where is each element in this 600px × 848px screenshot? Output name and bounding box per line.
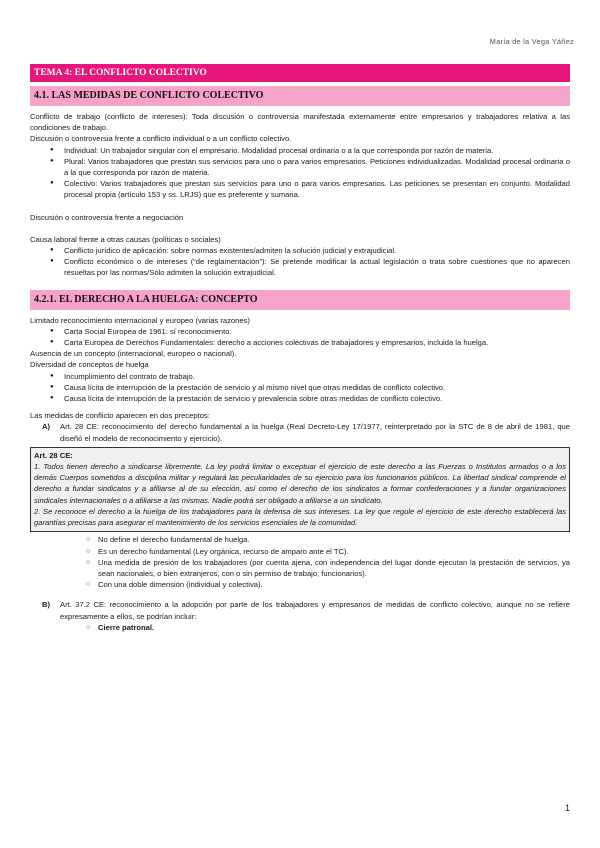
- bullet-list: [30, 371, 570, 405]
- list-letter: A): [42, 422, 51, 432]
- quote-paragraph: 1. Todos tienen derecho a sindicarse libremente. La ley podrá limitar o exceptuar el ejercicio de este derecho a las Fuerzas o Institutos armados o a los demás Cuerpos sometidos a disciplina militar y regulará las peculiaridades de su ejercicio para los funcionarios públicos. La libertad sindical comprende el derecho a fundar sindicatos y a afiliarse al de su elección, así como el derecho de los sindicatos a formar confederaciones y a fundar organizaciones sindicales internacionales o a afiliarse a las mismas. Nadie podrá ser obligado a afiliarse a un sindicato.: [34, 462, 566, 505]
- sub-list: [30, 622, 570, 633]
- list-item: ○ Con una doble dimensión (individual y colectiva).: [30, 579, 570, 590]
- list-item: ● Individual: Un trabajador singular con el empresario. Modalidad procesal ordinaria o a la que corresponda por razón de materia.: [30, 145, 570, 156]
- list-item: ● Carta Social Europea de 1961: sí reconocimiento.: [30, 326, 570, 337]
- document-body: [30, 64, 570, 633]
- paragraph: Causa laboral frente a otras causas (políticas o sociales): [30, 234, 221, 244]
- quote-box: [30, 447, 570, 532]
- paragraph: Limitado reconocimiento internacional y europeo (varias razones): [30, 315, 250, 325]
- list-item: ● Causa lícita de interrupción de la prestación de servicio y al mismo nivel que otras medidas de conflicto colectivo.: [30, 382, 570, 393]
- list-item: ● Colectivo: Varios trabajadores que prestan sus servicios para uno o para varios empresarios. Las peticiones se presentan en conjunto. Modalidad procesal propia (artículo 153 y ss. LRJS) que es preferente y sumaria.: [30, 178, 570, 200]
- paragraph: Diversidad de conceptos de huelga: [30, 360, 149, 370]
- paragraph: Ausencia de un concepto (internacional, europeo o nacional).: [30, 349, 237, 359]
- list-item: ● Plural: Varios trabajadores que prestan sus servicios para uno o para varios empresarios. Peticiones individualizadas. Modalidad procesal ordinaria o a la que corresponda por razón de materia.: [30, 156, 570, 178]
- bullet-list: [30, 326, 570, 348]
- section-title-4-2-1: 4.2.1. EL DERECHO A LA HUELGA: CONCEPTO: [30, 290, 570, 310]
- list-letter: B): [42, 600, 51, 610]
- list-item-a: [30, 421, 570, 443]
- sub-list: [30, 534, 570, 590]
- list-item: ○ Una medida de presión de los trabajadores (por cuenta ajena, con independencia del lugar donde ejecutan la prestación de servicios, ya sean nacionales, o bien extranjeros, con o sin permiso de trabajo; funcionarios).: [30, 557, 570, 579]
- tema-title: TEMA 4: EL CONFLICTO COLECTIVO: [30, 64, 570, 82]
- list-item-b: [30, 599, 570, 621]
- quote-paragraph: 2. Se reconoce el derecho a la huelga de los trabajadores para la defensa de sus intereses. La ley que regule el ejercicio de este derecho establecerá las garantías precisas para asegurar el mantenimiento de los servicios esenciales de la comunidad.: [34, 506, 566, 528]
- list-item: ○ No define el derecho fundamental de huelga.: [30, 534, 570, 545]
- section-title-4-1: 4.1. LAS MEDIDAS DE CONFLICTO COLECTIVO: [30, 86, 570, 106]
- page-number: 1: [564, 803, 570, 813]
- list-item-text: Art. 28 CE: reconocimiento del derecho fundamental a la huelga (Real Decreto-Ley 17/1977, reinterpretado por la STC de 8 de abril de 1981, que diseñó el modelo de reconocimiento y ejercicio).: [60, 422, 570, 443]
- paragraph: Conflicto de trabajo (conflicto de intereses): Toda discusión o controversia manifestada externamente entre empresarios y trabajadores relativa a las condiciones de trabajo.: [30, 112, 570, 133]
- list-item-text: Art. 37.2 CE: reconocimiento a la adopción por parte de los trabajadores y empresarios de medidas de conflicto colectivo, aunque no se refiere expresamente a ellos, se podrían incluir:: [60, 600, 570, 621]
- paragraph: Las medidas de conflicto aparecen en dos preceptos:: [30, 411, 210, 421]
- bullet-list: [30, 145, 570, 201]
- list-item: ● Causa lícita de interrupción de la prestación de servicio y prevalencia sobre otras medidas de conflicto colectivo.: [30, 393, 570, 404]
- list-item: ● Conflicto económico o de intereses (“de reglamentación”): Se pretende modificar la actual legislación o trata sobre cuestiones que no aparecen resueltas por las normas/Sólo admiten la solución extrajudicial.: [30, 256, 570, 278]
- quote-title: Art. 28 CE:: [34, 450, 73, 460]
- list-item: ○ Es un derecho fundamental (Ley orgánica, recurso de amparo ante el TC).: [30, 546, 570, 557]
- author-name: María de la Vega Yáñez: [489, 37, 574, 46]
- list-item: ● Carta Europea de Derechos Fundamentales: derecho a acciones colectivas de trabajadores y empresarios, incluida la huelga.: [30, 337, 570, 348]
- paragraph: Discusión o controversia frente a conflicto individual o a un conflicto colectivo.: [30, 134, 292, 144]
- bullet-list: [30, 245, 570, 279]
- list-item: ○ Cierre patronal.: [30, 622, 570, 633]
- paragraph: Discusión o controversia frente a negociación: [30, 212, 184, 222]
- list-item: ● Incumplimiento del contrato de trabajo.: [30, 371, 570, 382]
- lettered-list: [30, 421, 570, 443]
- list-item: ● Conflicto jurídico de aplicación: sobre normas existentes/admiten la solución judicial y extrajudicial.: [30, 245, 570, 256]
- lettered-list: [30, 599, 570, 621]
